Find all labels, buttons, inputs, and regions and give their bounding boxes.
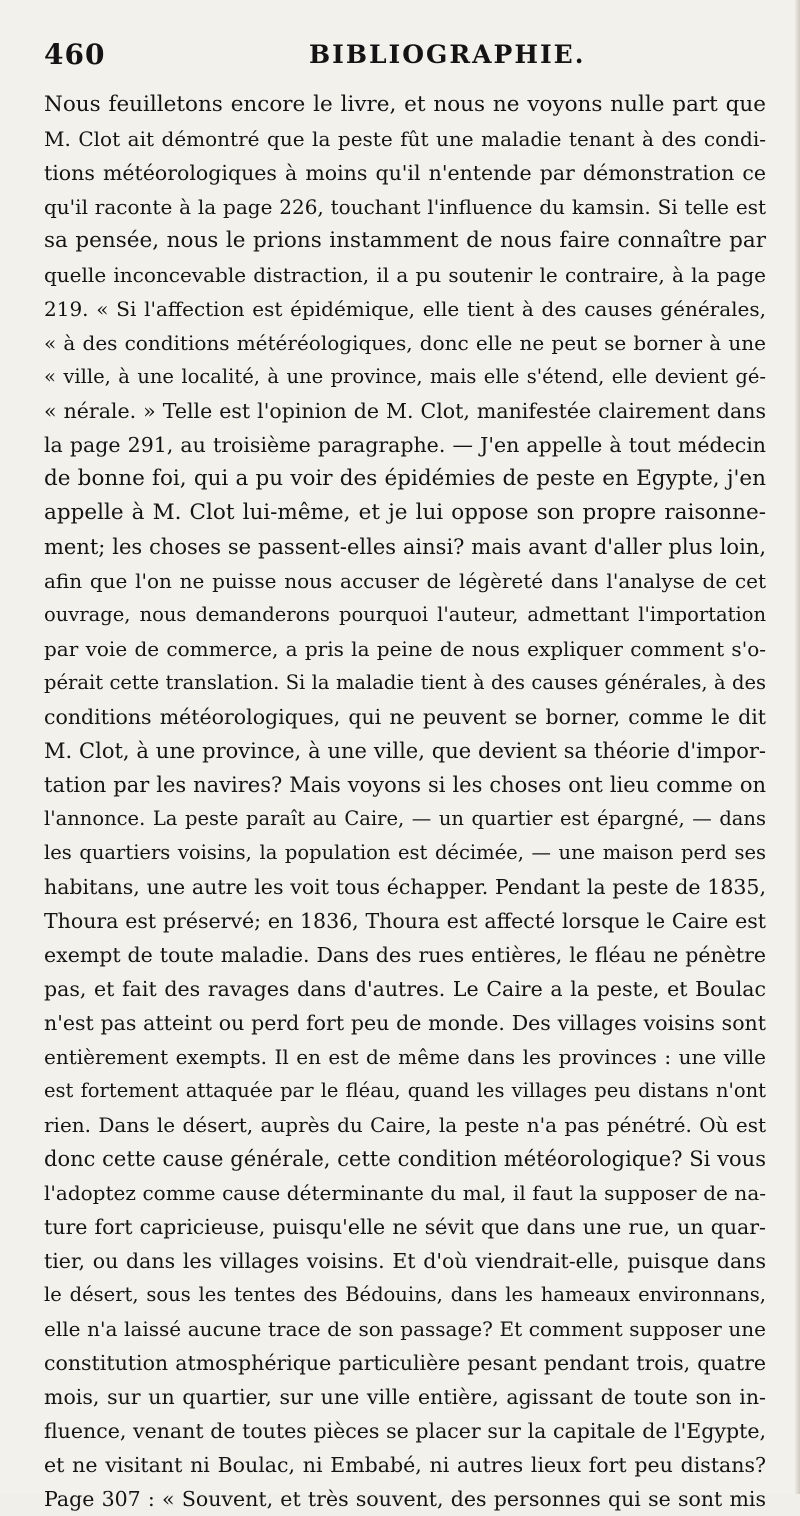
text-line: les quartiers voisins, la population est décimée, — une maison perd ses: [44, 841, 766, 864]
text-line: qu'il raconte à la page 226, touchant l'influence du kamsin. Si telle est: [44, 195, 766, 219]
text-line: fluence, venant de toutes pièces se placer sur la capitale de l'Egypte,: [44, 1419, 766, 1443]
text-line: l'adoptez comme cause déterminante du mal, il faut la supposer de na-: [44, 1181, 766, 1205]
text-line: sa pensée, nous le prions instamment de nous faire connaître par: [44, 228, 766, 253]
text-line: M. Clot ait démontré que la peste fût une maladie tenant à des condi-: [44, 127, 766, 151]
text-line: « à des conditions météréologiques, donc elle ne peut se borner à une: [44, 331, 766, 355]
text-line: la page 291, au troisième paragraphe. — J'en appelle à tout médecin: [44, 433, 766, 457]
text-line: tier, ou dans les villages voisins. Et d'où viendrait-elle, puisque dans: [44, 1249, 766, 1273]
text-line: le désert, sous les tentes des Bédouins, dans les hameaux environnans,: [44, 1283, 766, 1306]
text-line: l'annonce. La peste paraît au Caire, — un quartier est épargné, — dans: [44, 807, 766, 830]
text-line: tation par les navires? Mais voyons si les choses ont lieu comme on: [44, 773, 766, 797]
text-line: 219. « Si l'affection est épidémique, elle tient à des causes générales,: [44, 297, 766, 321]
text-line: de bonne foi, qui a pu voir des épidémies de peste en Egypte, j'en: [44, 466, 766, 491]
body-text: [44, 88, 766, 1516]
text-line: afin que l'on ne puisse nous accuser de légèreté dans l'analyse de cet: [44, 569, 766, 593]
text-line: Page 307 : « Souvent, et très souvent, des personnes qui se sont mis: [44, 1487, 766, 1511]
text-line: pas, et fait des ravages dans d'autres. Le Caire a la peste, et Boulac: [44, 977, 766, 1001]
text-line: appelle à M. Clot lui-même, et je lui oppose son propre raisonne-: [44, 500, 766, 525]
text-line: « nérale. » Telle est l'opinion de M. Clot, manifestée clairement dans: [44, 399, 766, 423]
text-line: elle n'a laissé aucune trace de son passage? Et comment supposer une: [44, 1317, 766, 1341]
running-head: BIBLIOGRAPHIE.: [309, 40, 586, 69]
text-line: habitans, une autre les voit tous échapper. Pendant la peste de 1835,: [44, 875, 766, 899]
text-line: constitution atmosphérique particulière pesant pendant trois, quatre: [44, 1351, 766, 1375]
text-line: pérait cette translation. Si la maladie tient à des causes générales, à des: [44, 671, 766, 694]
text-line: Nous feuilletons encore le livre, et nous ne voyons nulle part que: [44, 92, 766, 117]
text-line: donc cette cause générale, cette condition météorologique? Si vous: [44, 1147, 766, 1171]
text-line: ouvrage, nous demanderons pourquoi l'auteur, admettant l'importation: [44, 603, 766, 626]
text-line: rien. Dans le désert, auprès du Caire, la peste n'a pas pénétré. Où est: [44, 1113, 766, 1137]
text-line: « ville, à une localité, à une province, mais elle s'étend, elle devient gé-: [44, 365, 766, 388]
text-line: ment; les choses se passent-elles ainsi? mais avant d'aller plus loin,: [44, 535, 766, 559]
text-line: exempt de toute maladie. Dans des rues entières, le fléau ne pénètre: [44, 943, 766, 967]
text-line: n'est pas atteint ou perd fort peu de monde. Des villages voisins sont: [44, 1011, 766, 1035]
text-line: entièrement exempts. Il en est de même dans les provinces : une ville: [44, 1045, 766, 1069]
page-edge-shadow: [794, 0, 800, 1494]
text-line: M. Clot, à une province, à une ville, que devient sa théorie d'impor-: [44, 739, 766, 763]
text-line: tions météorologiques à moins qu'il n'entende par démonstration ce: [44, 161, 766, 185]
text-line: conditions météorologiques, qui ne peuvent se borner, comme le dit: [44, 705, 766, 729]
page-number: 460: [44, 38, 106, 71]
text-line: quelle inconcevable distraction, il a pu soutenir le contraire, à la page: [44, 263, 766, 287]
text-line: Thoura est préservé; en 1836, Thoura est affecté lorsque le Caire est: [44, 909, 766, 933]
text-line: mois, sur un quartier, sur une ville entière, agissant de toute son in-: [44, 1385, 766, 1409]
text-line: et ne visitant ni Boulac, ni Embabé, ni autres lieux fort peu distans?: [44, 1453, 766, 1477]
text-line: par voie de commerce, a pris la peine de nous expliquer comment s'o-: [44, 637, 766, 661]
text-line: ture fort capricieuse, puisqu'elle ne sévit que dans une rue, un quar-: [44, 1215, 766, 1239]
text-line: est fortement attaquée par le fléau, quand les villages peu distans n'ont: [44, 1079, 766, 1102]
page-header: [44, 38, 764, 78]
